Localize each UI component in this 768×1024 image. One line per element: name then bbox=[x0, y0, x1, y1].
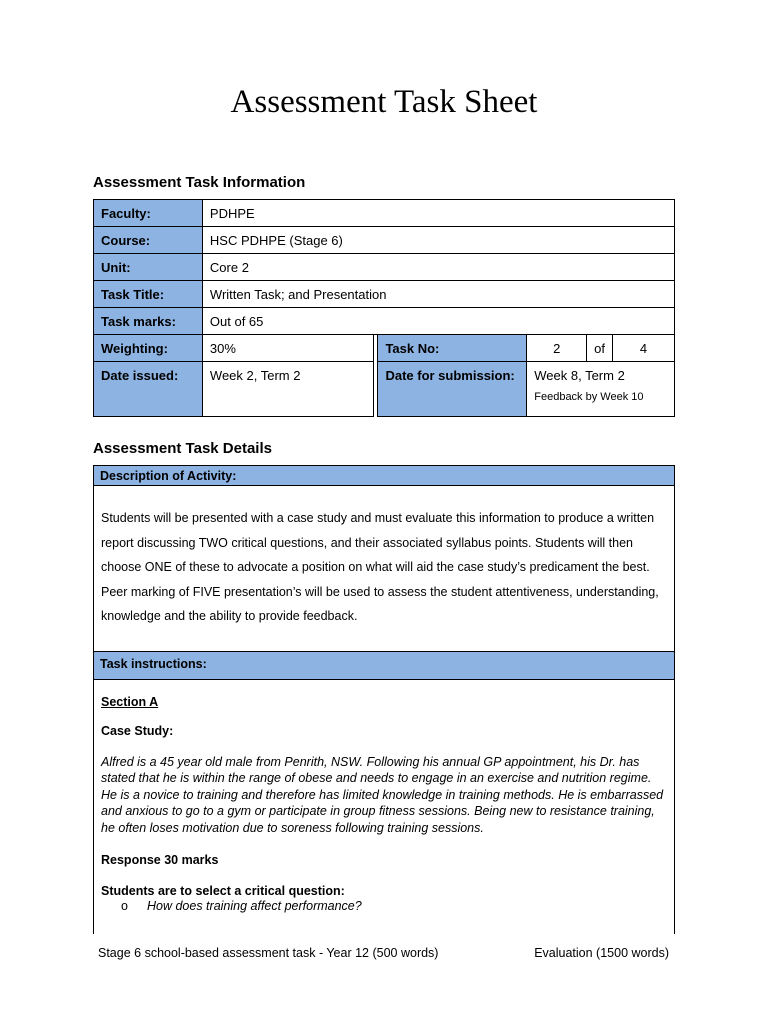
course-value: HSC PDHPE (Stage 6) bbox=[202, 227, 674, 254]
description-label: Description of Activity: bbox=[94, 466, 674, 486]
weighting-value: 30% bbox=[202, 335, 374, 362]
section-a-heading: Section A bbox=[101, 694, 159, 709]
date-issued-value: Week 2, Term 2 bbox=[202, 362, 374, 417]
info-table bbox=[93, 199, 675, 417]
question-text: How does training affect performance? bbox=[147, 899, 362, 913]
case-study-label: Case Study: bbox=[101, 723, 174, 738]
task-title-value: Written Task; and Presentation bbox=[202, 281, 674, 308]
task-no-value: 2 bbox=[527, 335, 587, 362]
weighting-label: Weighting: bbox=[94, 335, 203, 362]
task-no-total: 4 bbox=[613, 335, 675, 362]
table-row bbox=[94, 200, 675, 227]
task-marks-value: Out of 65 bbox=[202, 308, 674, 335]
task-title-label: Task Title: bbox=[94, 281, 203, 308]
table-row bbox=[94, 362, 675, 417]
description-text: Students will be presented with a case study and must evaluate this information to produce a written report discussing TWO critical questions, and their associated syllabus points. Students will then choose ONE of these to advocate a position on what will aid the case study’s predicament the best. Peer marking of FIVE presentation’s will be used to assess the student attentiveness, understanding, knowledge and the ability to provide feedback. bbox=[94, 486, 674, 652]
table-row bbox=[94, 308, 675, 335]
submission-label: Date for submission: bbox=[378, 362, 527, 417]
details-heading: Assessment Task Details bbox=[93, 440, 272, 457]
faculty-value: PDHPE bbox=[202, 200, 674, 227]
task-no-label: Task No: bbox=[378, 335, 527, 362]
list-item bbox=[121, 899, 667, 913]
page-title: Assessment Task Sheet bbox=[230, 84, 538, 120]
select-question-label: Students are to select a critical question: bbox=[101, 884, 345, 898]
table-row bbox=[94, 281, 675, 308]
faculty-label: Faculty: bbox=[94, 200, 203, 227]
table-row bbox=[94, 227, 675, 254]
case-study-text: Alfred is a 45 year old male from Penrith, NSW. Following his annual GP appointment, his Dr. has stated that he is within the range of obese and needs to engage in an exercise and nutrition regime. He is a novice to training and therefore has limited knowledge in training methods. He is embarrassed and anxious to go to a gym or participate in group fitness sessions. Being new to resistance training, he often loses motivation due to soreness following training sessions. bbox=[101, 754, 664, 835]
submission-cell bbox=[527, 362, 675, 417]
feedback-note: Feedback by Week 10 bbox=[534, 391, 644, 403]
task-no-of: of bbox=[587, 335, 613, 362]
details-box bbox=[93, 465, 675, 934]
table-row bbox=[94, 254, 675, 281]
instructions-body bbox=[94, 695, 674, 914]
instructions-label: Task instructions: bbox=[94, 652, 674, 680]
unit-label: Unit: bbox=[94, 254, 203, 281]
submission-value: Week 8, Term 2 bbox=[534, 368, 625, 383]
table-row bbox=[94, 335, 675, 362]
footer-right: Evaluation (1500 words) bbox=[534, 946, 669, 960]
bullet-icon: o bbox=[121, 899, 128, 913]
unit-value: Core 2 bbox=[202, 254, 674, 281]
response-label: Response 30 marks bbox=[101, 853, 219, 867]
info-heading: Assessment Task Information bbox=[93, 174, 306, 191]
date-issued-label: Date issued: bbox=[94, 362, 203, 417]
task-marks-label: Task marks: bbox=[94, 308, 203, 335]
footer-left: Stage 6 school-based assessment task - Year 12 (500 words) bbox=[98, 946, 439, 960]
course-label: Course: bbox=[94, 227, 203, 254]
